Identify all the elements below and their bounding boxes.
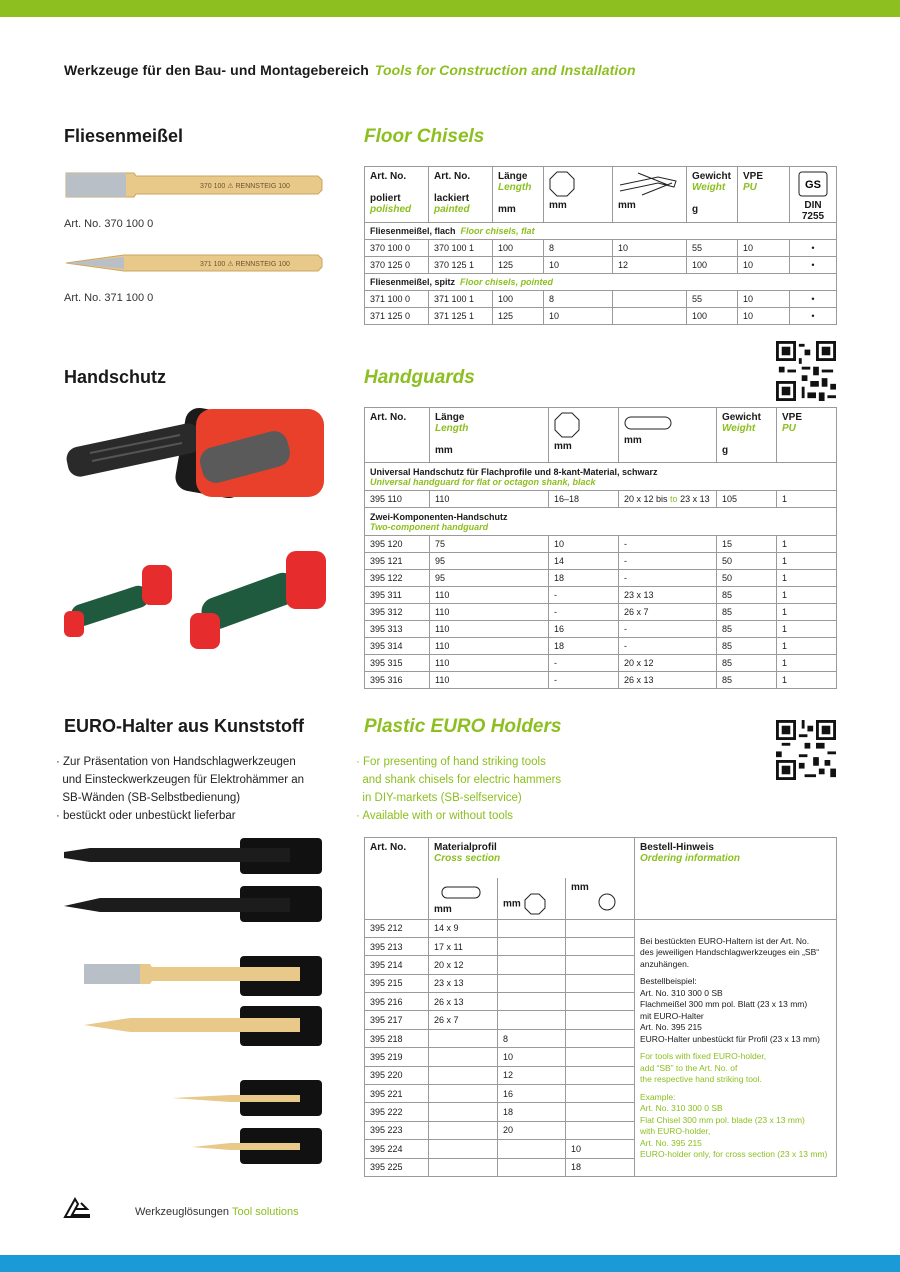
table-row: 395 220 12: [365, 1066, 837, 1084]
floor-chisel-flat-image: [64, 170, 324, 200]
table-row: 371 125 0 371 125 1 125 10 100 10 •: [365, 308, 837, 325]
col-order: Bestell-Hinweis Ordering information: [635, 838, 837, 920]
section-title-euro-en: Plastic EURO Holders: [364, 716, 562, 737]
col-round: mm: [566, 878, 635, 920]
col-art-painted: Art. No. lackiert painted: [429, 167, 493, 223]
floor-chisel-pointed-image: [64, 250, 324, 276]
col-pu: VPE PU: [738, 167, 790, 223]
svg-text:GS: GS: [805, 179, 821, 191]
section-title-handguards-en: Handguards: [364, 367, 475, 388]
section-title-chisels: Fliesenmeißel: [64, 126, 184, 146]
flat-profile-icon: [434, 885, 482, 901]
blade-width-icon: [618, 171, 680, 197]
table-row: 395 214 20 x 12: [365, 956, 837, 974]
chisel-marking: 371 100 ⚠ RENNSTEIG 100: [200, 261, 290, 268]
section-row-flat: Fliesenmeißel, flach Floor chisels, flat: [365, 223, 837, 240]
table-row: 395 212 14 x 9 Bei bestückten EURO-Haltern ist der Art. No. des jeweiligen Handschlagwerkzeuges ein „SB“ anzuhängen. Bestellbeispiel: Art. No. 310 300 0 SB Flachmeißel 300 mm pol. Blatt (23 x 13 mm) mit EURO-Halter Art. No. 395 215 EURO-Halter unbestückt für Profil (23 x 13 mm) For tools with fixed EURO-holder, add “SB” to the Art. No. of the respective hand striking tool. Example: Art. No. 310 300 0 SB Flat Chisel 300 mm pol. blade (23 x 13 mm) with EURO-holder, Art. No. 395 215 EURO-holder only, for cross section (23 x 13 mm): [365, 919, 837, 937]
table-row: 395 315 110 - 20 x 12 85 1: [365, 655, 837, 672]
table-row: 395 314 110 18 - 85 1: [365, 638, 837, 655]
col-flat: mm: [429, 878, 498, 920]
table-row: 395 222 18: [365, 1103, 837, 1121]
handguard-black-image: [60, 405, 330, 505]
bottom-accent-bar: [0, 1255, 900, 1272]
octagon-profile-icon: [524, 893, 546, 915]
col-length: Länge Length mm: [493, 167, 544, 223]
col-octagon: mm: [549, 408, 619, 463]
table-row: 395 312 110 - 26 x 7 85 1: [365, 604, 837, 621]
table-row: 371 100 0 371 100 1 100 8 55 10 •: [365, 291, 837, 308]
euro-bullets-de: · Zur Präsentation von Handschlagwerkzeugen und Einsteckwerkzeugen für Elektrohämmer an SB-Wänden (SB-Selbstbedienung) · bestückt oder unbestückt lieferbar: [56, 756, 305, 822]
handguards-table: [364, 407, 837, 689]
col-blade-width: mm: [613, 167, 687, 223]
octagon-profile-icon: [549, 171, 575, 197]
section-row-universal: Universal Handschutz für Flachprofile und 8-kant-Material, schwarz Universal handguard for flat or octagon shank, black: [365, 463, 837, 491]
col-weight: Gewicht Weight g: [687, 167, 738, 223]
chisel-flat-label: Art. No. 370 100 0: [64, 218, 154, 230]
top-accent-bar: [0, 0, 900, 17]
section-title-handguards: Handschutz: [64, 367, 167, 387]
rennsteig-logo-icon: [63, 1197, 91, 1219]
page-header: Werkzeuge für den Bau- und Montagebereich Tools for Construction and Installation: [64, 62, 636, 78]
col-art: Art. No.: [365, 838, 429, 920]
chisel-pointed-label: Art. No. 371 100 0: [64, 292, 154, 304]
gs-certification-icon: [798, 171, 828, 197]
col-art-polished: Art. No. poliert polished: [365, 167, 429, 223]
chisels-table: [364, 166, 837, 325]
col-weight: Gewicht Weight g: [717, 408, 777, 463]
qr-code-icon[interactable]: [776, 720, 836, 780]
table-row: 395 216 26 x 13: [365, 993, 837, 1011]
table-row: 395 215 23 x 13: [365, 974, 837, 992]
table-row: 395 120 75 10 - 15 1: [365, 536, 837, 553]
table-row: 395 313 110 16 - 85 1: [365, 621, 837, 638]
qr-code-icon[interactable]: [776, 341, 836, 401]
octagon-profile-icon: [554, 412, 580, 438]
chisel-marking: 370 100 ⚠ RENNSTEIG 100: [200, 183, 290, 190]
table-row: 395 224 10: [365, 1140, 837, 1158]
col-octagon: mm: [498, 878, 566, 920]
ordering-hint: Bei bestückten EURO-Haltern ist der Art. No. des jeweiligen Handschlagwerkzeuges ein „SB“ anzuhängen. Bestellbeispiel: Art. No. 310 300 0 SB Flachmeißel 300 mm pol. Blatt (23 x 13 mm) mit EURO-Halter Art. No. 395 215 EURO-Halter unbestückt für Profil (23 x 13 mm) For tools with fixed EURO-holder, add “SB” to the Art. No. of the respective hand striking tool. Example: Art. No. 310 300 0 SB Flat Chisel 300 mm pol. blade (23 x 13 mm) with EURO-holder, Art. No. 395 215 EURO-holder only, for cross section (23 x 13 mm): [635, 919, 837, 1176]
col-pu: VPE PU: [777, 408, 837, 463]
col-material: Materialprofil Cross section: [429, 838, 635, 878]
section-title-chisels-en: Floor Chisels: [364, 126, 485, 147]
table-row: 395 223 20: [365, 1121, 837, 1139]
section-row-twocomponent: Zwei-Komponenten-Handschutz Two-component handguard: [365, 508, 837, 536]
flat-profile-icon: [624, 412, 672, 432]
footer-text: Werkzeuglösungen Tool solutions: [135, 1206, 299, 1218]
table-row: 395 225 18: [365, 1158, 837, 1176]
table-row: 395 110 110 16–18 20 x 12 bis to 23 x 13 105 1: [365, 491, 837, 508]
table-row: 395 221 16: [365, 1085, 837, 1103]
euro-holders-table: [364, 837, 837, 1177]
table-row: 395 311 110 - 23 x 13 85 1: [365, 587, 837, 604]
table-row: 395 122 95 18 - 50 1: [365, 570, 837, 587]
col-art: Art. No.: [365, 408, 430, 463]
table-row: 370 125 0 370 125 1 125 10 12 100 10 •: [365, 257, 837, 274]
table-row: 395 213 17 x 11: [365, 937, 837, 955]
table-row: 395 219 10: [365, 1048, 837, 1066]
table-row: 395 218 8: [365, 1029, 837, 1047]
handguard-twocomponent-image: [60, 545, 330, 655]
col-flat: mm: [619, 408, 717, 463]
table-row: 370 100 0 370 100 1 100 8 10 55 10 •: [365, 240, 837, 257]
round-profile-icon: [571, 893, 619, 915]
col-din: GS DIN 7255: [790, 167, 837, 223]
section-row-pointed: Fliesenmeißel, spitz Floor chisels, pointed: [365, 274, 837, 291]
euro-bullets-en: · For presenting of hand striking tools and shank chisels for electric hammers in DIY-markets (SB-selfservice) · Available with or without tools: [356, 756, 562, 822]
col-length: Länge Length mm: [430, 408, 549, 463]
euro-holders-image: [60, 836, 325, 1176]
table-row: 395 217 26 x 7: [365, 1011, 837, 1029]
section-title-euro: EURO-Halter aus Kunststoff: [64, 716, 305, 736]
table-row: 395 121 95 14 - 50 1: [365, 553, 837, 570]
table-row: 395 316 110 - 26 x 13 85 1: [365, 672, 837, 689]
col-octagon: mm: [544, 167, 613, 223]
